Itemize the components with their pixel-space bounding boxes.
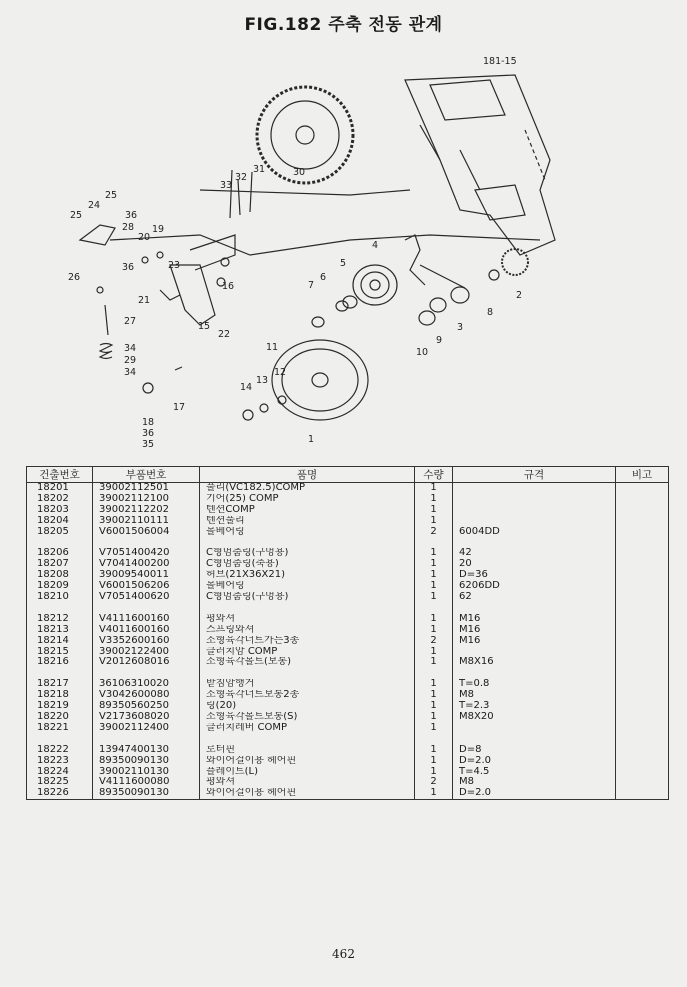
item-number-cell: 18203 xyxy=(27,505,93,516)
table-row xyxy=(27,690,669,701)
table-row xyxy=(27,505,669,516)
callout-label: 6 xyxy=(320,272,327,283)
table-row xyxy=(27,712,669,723)
table-row xyxy=(27,603,669,614)
callout-label: 32 xyxy=(235,172,248,183)
part-number-cell: 36106310020 xyxy=(93,679,200,690)
callout-label: 1 xyxy=(308,434,315,445)
part-name-cell: 볼베어링 xyxy=(200,581,415,592)
clutch-arm xyxy=(170,265,215,325)
parts-table xyxy=(26,466,669,800)
part-number-cell xyxy=(93,668,200,679)
item-number-cell: 18219 xyxy=(27,701,93,712)
table-row xyxy=(27,527,669,538)
specification-cell: 20 xyxy=(453,559,616,570)
remarks-cell xyxy=(616,712,669,723)
part-name-cell: 플레이트(L) xyxy=(200,767,415,778)
quantity-cell: 1 xyxy=(415,625,453,636)
callout-label: 36 xyxy=(125,210,138,221)
part-name-cell xyxy=(200,668,415,679)
table-row xyxy=(27,581,669,592)
callout-label: 13 xyxy=(256,375,269,386)
callout-label: 20 xyxy=(138,232,151,243)
part-number-cell: 89350560250 xyxy=(93,701,200,712)
table-row xyxy=(27,745,669,756)
table-row xyxy=(27,679,669,690)
part-number-cell: V4111600080 xyxy=(93,777,200,788)
callout-label: 36 xyxy=(122,262,135,273)
remarks-cell xyxy=(616,701,669,712)
callout-label: 34 xyxy=(124,343,137,354)
quantity-cell: 1 xyxy=(415,690,453,701)
column-header: 부품번호 xyxy=(93,467,200,483)
item-number-cell: 18218 xyxy=(27,690,93,701)
part-number-cell: 39009540011 xyxy=(93,570,200,581)
table-row xyxy=(27,494,669,505)
remarks-cell xyxy=(616,723,669,734)
callout-label: 31 xyxy=(253,164,266,175)
part-name-cell: 평와셔 xyxy=(200,777,415,788)
callout-label: 27 xyxy=(124,316,137,327)
part-name-cell: 와이어걸이용 헤어핀 xyxy=(200,788,415,799)
quantity-cell: 1 xyxy=(415,614,453,625)
callout-label: 7 xyxy=(308,280,315,291)
part-number-cell: 39002112400 xyxy=(93,723,200,734)
item-number-cell: 18213 xyxy=(27,625,93,636)
part-number-cell: V2173608020 xyxy=(93,712,200,723)
part-number-cell: 89350090130 xyxy=(93,788,200,799)
specification-cell xyxy=(453,603,616,614)
part-name-cell: 풀리(VC182.5)COMP xyxy=(200,483,415,494)
diagram-callouts xyxy=(68,56,522,450)
table-header-row xyxy=(27,467,669,483)
item-number-cell: 18226 xyxy=(27,788,93,799)
remarks-cell xyxy=(616,570,669,581)
housing-frame xyxy=(405,75,555,255)
remarks-cell xyxy=(616,494,669,505)
table-row xyxy=(27,657,669,668)
part-name-cell: 클러치레버 COMP xyxy=(200,723,415,734)
item-number-cell: 18225 xyxy=(27,777,93,788)
table-row xyxy=(27,647,669,658)
quantity-cell: 1 xyxy=(415,559,453,570)
quantity-cell xyxy=(415,668,453,679)
callout-label: 23 xyxy=(168,260,181,271)
callout-label: 35 xyxy=(142,439,155,450)
quantity-cell: 1 xyxy=(415,756,453,767)
remarks-cell xyxy=(616,647,669,658)
specification-cell: D=8 xyxy=(453,745,616,756)
column-header: 수량 xyxy=(415,467,453,483)
table-row xyxy=(27,538,669,549)
remarks-cell xyxy=(616,625,669,636)
item-number-cell xyxy=(27,538,93,549)
specification-cell xyxy=(453,647,616,658)
quantity-cell: 1 xyxy=(415,505,453,516)
exploded-parts-diagram xyxy=(20,40,580,460)
part-name-cell: C형멈춤링(축용) xyxy=(200,559,415,570)
callout-label: 33 xyxy=(220,180,233,191)
specification-cell: M8X20 xyxy=(453,712,616,723)
callout-label: 8 xyxy=(487,307,494,318)
table-row xyxy=(27,701,669,712)
specification-cell: 42 xyxy=(453,548,616,559)
table-row xyxy=(27,516,669,527)
item-number-cell: 18205 xyxy=(27,527,93,538)
part-name-cell: 허브(21X36X21) xyxy=(200,570,415,581)
part-number-cell: 39002122400 xyxy=(93,647,200,658)
part-number-cell: V7041400200 xyxy=(93,559,200,570)
remarks-cell xyxy=(616,516,669,527)
remarks-cell xyxy=(616,559,669,570)
remarks-cell xyxy=(616,636,669,647)
callout-label: 12 xyxy=(274,367,287,378)
part-number-cell: V3352600160 xyxy=(93,636,200,647)
item-number-cell: 18204 xyxy=(27,516,93,527)
specification-cell: 6206DD xyxy=(453,581,616,592)
callout-label: 16 xyxy=(222,281,235,292)
remarks-cell xyxy=(616,767,669,778)
remarks-cell xyxy=(616,527,669,538)
remarks-cell xyxy=(616,745,669,756)
column-header: 규격 xyxy=(453,467,616,483)
remarks-cell xyxy=(616,592,669,603)
part-number-cell xyxy=(93,603,200,614)
remarks-cell xyxy=(616,548,669,559)
part-name-cell: 받침암행거 xyxy=(200,679,415,690)
quantity-cell: 2 xyxy=(415,777,453,788)
part-name-cell: C형멈춤링(구멍용) xyxy=(200,548,415,559)
part-name-cell xyxy=(200,734,415,745)
part-name-cell: 스프링와셔 xyxy=(200,625,415,636)
item-number-cell: 18214 xyxy=(27,636,93,647)
specification-cell: D=2.0 xyxy=(453,788,616,799)
remarks-cell xyxy=(616,505,669,516)
callout-label: 2 xyxy=(516,290,523,301)
item-number-cell xyxy=(27,734,93,745)
remarks-cell xyxy=(616,679,669,690)
part-number-cell: V4111600160 xyxy=(93,614,200,625)
part-name-cell: 평와셔 xyxy=(200,614,415,625)
remarks-cell xyxy=(616,657,669,668)
part-name-cell: 기어(25) COMP xyxy=(200,494,415,505)
specification-cell: D=36 xyxy=(453,570,616,581)
table-row xyxy=(27,734,669,745)
page-title: FIG.182 주축 전동 관계 xyxy=(244,15,443,35)
item-number-cell: 18222 xyxy=(27,745,93,756)
part-name-cell: 소형육각너트보통2종 xyxy=(200,690,415,701)
callout-label: 24 xyxy=(88,200,101,211)
item-number-cell: 18221 xyxy=(27,723,93,734)
specification-cell xyxy=(453,516,616,527)
quantity-cell: 1 xyxy=(415,592,453,603)
quantity-cell: 1 xyxy=(415,701,453,712)
callout-label: 10 xyxy=(416,347,429,358)
callout-label: 30 xyxy=(293,167,306,178)
remarks-cell xyxy=(616,538,669,549)
callout-label: 36 xyxy=(142,428,155,439)
quantity-cell: 1 xyxy=(415,647,453,658)
specification-cell: T=0.8 xyxy=(453,679,616,690)
item-number-cell xyxy=(27,668,93,679)
callout-label: 29 xyxy=(124,355,137,366)
callout-label: 9 xyxy=(436,335,443,346)
part-number-cell: 39002110111 xyxy=(93,516,200,527)
remarks-cell xyxy=(616,788,669,799)
specification-cell xyxy=(453,483,616,494)
specification-cell xyxy=(453,505,616,516)
table-row xyxy=(27,570,669,581)
part-number-cell xyxy=(93,734,200,745)
part-name-cell: 볼베어링 xyxy=(200,527,415,538)
part-name-cell: 로터핀 xyxy=(200,745,415,756)
gear-2 xyxy=(502,249,528,275)
remarks-cell xyxy=(616,603,669,614)
remarks-cell xyxy=(616,614,669,625)
table-row xyxy=(27,483,669,494)
quantity-cell: 2 xyxy=(415,527,453,538)
part-number-cell: V3042600080 xyxy=(93,690,200,701)
part-name-cell: 소형육각볼트(보통) xyxy=(200,657,415,668)
tension-pulley-4 xyxy=(353,265,397,305)
callout-label: 3 xyxy=(457,322,464,333)
part-name-cell: 텐션COMP xyxy=(200,505,415,516)
part-name-cell: 클러치암 COMP xyxy=(200,647,415,658)
remarks-cell xyxy=(616,734,669,745)
column-header: 비고 xyxy=(616,467,669,483)
part-number-cell: V6001506206 xyxy=(93,581,200,592)
part-number-cell: V7051400420 xyxy=(93,548,200,559)
page-number: 462 xyxy=(332,947,355,961)
callout-label: 181-15 xyxy=(483,56,517,67)
callout-label: 5 xyxy=(340,258,347,269)
quantity-cell: 1 xyxy=(415,581,453,592)
specification-cell: M16 xyxy=(453,614,616,625)
remarks-cell xyxy=(616,581,669,592)
quantity-cell: 1 xyxy=(415,657,453,668)
table-row xyxy=(27,777,669,788)
pulley-1 xyxy=(272,340,368,420)
specification-cell: M8 xyxy=(453,690,616,701)
callout-label: 34 xyxy=(124,367,137,378)
item-number-cell: 18208 xyxy=(27,570,93,581)
specification-cell: M8 xyxy=(453,777,616,788)
quantity-cell: 1 xyxy=(415,516,453,527)
remarks-cell xyxy=(616,777,669,788)
part-number-cell: V2012608016 xyxy=(93,657,200,668)
table-row xyxy=(27,636,669,647)
item-number-cell: 18209 xyxy=(27,581,93,592)
callout-label: 28 xyxy=(122,222,135,233)
specification-cell: M16 xyxy=(453,636,616,647)
specification-cell xyxy=(453,734,616,745)
part-name-cell: 텐션풀리 xyxy=(200,516,415,527)
table-row xyxy=(27,668,669,679)
part-number-cell: 39002112501 xyxy=(93,483,200,494)
item-number-cell: 18210 xyxy=(27,592,93,603)
callout-label: 11 xyxy=(266,342,279,353)
specification-cell xyxy=(453,668,616,679)
specification-cell: T=4.5 xyxy=(453,767,616,778)
item-number-cell: 18223 xyxy=(27,756,93,767)
callout-label: 21 xyxy=(138,295,151,306)
table-row xyxy=(27,756,669,767)
part-name-cell: 소형육각너트가는3종 xyxy=(200,636,415,647)
callout-label: 18 xyxy=(142,417,155,428)
table-row xyxy=(27,625,669,636)
quantity-cell: 1 xyxy=(415,679,453,690)
specification-cell xyxy=(453,723,616,734)
callout-label: 14 xyxy=(240,382,253,393)
item-number-cell: 18202 xyxy=(27,494,93,505)
parts-table-body xyxy=(27,483,669,800)
column-header: 건출번호 xyxy=(27,467,93,483)
item-number-cell: 18224 xyxy=(27,767,93,778)
callout-label: 22 xyxy=(218,329,231,340)
quantity-cell xyxy=(415,538,453,549)
quantity-cell xyxy=(415,603,453,614)
item-number-cell: 18220 xyxy=(27,712,93,723)
item-number-cell: 18216 xyxy=(27,657,93,668)
specification-cell xyxy=(453,538,616,549)
callout-label: 25 xyxy=(70,210,83,221)
specification-cell xyxy=(453,494,616,505)
callout-label: 25 xyxy=(105,190,118,201)
quantity-cell: 1 xyxy=(415,570,453,581)
part-number-cell: 39002110130 xyxy=(93,767,200,778)
part-name-cell xyxy=(200,603,415,614)
callout-label: 15 xyxy=(198,321,211,332)
hub-3 xyxy=(451,287,469,303)
item-number-cell: 18217 xyxy=(27,679,93,690)
callout-label: 19 xyxy=(152,224,165,235)
callout-label: 17 xyxy=(173,402,186,413)
specification-cell: T=2.3 xyxy=(453,701,616,712)
part-name-cell: 와이어걸이용 헤어핀 xyxy=(200,756,415,767)
specification-cell: 62 xyxy=(453,592,616,603)
item-number-cell: 18212 xyxy=(27,614,93,625)
item-number-cell xyxy=(27,603,93,614)
remarks-cell xyxy=(616,690,669,701)
table-row xyxy=(27,723,669,734)
callout-label: 26 xyxy=(68,272,81,283)
quantity-cell xyxy=(415,734,453,745)
part-name-cell: 소형육각볼트보통(S) xyxy=(200,712,415,723)
specification-cell: 6004DD xyxy=(453,527,616,538)
table-row xyxy=(27,614,669,625)
part-number-cell: 89350090130 xyxy=(93,756,200,767)
part-number-cell: 39002112202 xyxy=(93,505,200,516)
part-number-cell xyxy=(93,538,200,549)
item-number-cell: 18206 xyxy=(27,548,93,559)
quantity-cell: 1 xyxy=(415,788,453,799)
specification-cell: M16 xyxy=(453,625,616,636)
quantity-cell: 1 xyxy=(415,723,453,734)
remarks-cell xyxy=(616,668,669,679)
part-name-cell: C형멈춤링(구멍용) xyxy=(200,592,415,603)
quantity-cell: 2 xyxy=(415,636,453,647)
quantity-cell: 1 xyxy=(415,483,453,494)
part-name-cell: 링(20) xyxy=(200,701,415,712)
part-number-cell: V7051400620 xyxy=(93,592,200,603)
part-name-cell xyxy=(200,538,415,549)
part-number-cell: V6001506004 xyxy=(93,527,200,538)
item-number-cell: 18207 xyxy=(27,559,93,570)
part-number-cell: 13947400130 xyxy=(93,745,200,756)
quantity-cell: 1 xyxy=(415,745,453,756)
table-row xyxy=(27,767,669,778)
column-header: 품명 xyxy=(200,467,415,483)
table-row xyxy=(27,592,669,603)
table-row xyxy=(27,559,669,570)
quantity-cell: 1 xyxy=(415,548,453,559)
table-row xyxy=(27,548,669,559)
item-number-cell: 18215 xyxy=(27,647,93,658)
table-row xyxy=(27,788,669,799)
specification-cell: M8X16 xyxy=(453,657,616,668)
part-number-cell: 39002112100 xyxy=(93,494,200,505)
quantity-cell: 1 xyxy=(415,767,453,778)
specification-cell: D=2.0 xyxy=(453,756,616,767)
remarks-cell xyxy=(616,483,669,494)
part-number-cell: V4011600160 xyxy=(93,625,200,636)
callout-label: 4 xyxy=(372,240,379,251)
quantity-cell: 1 xyxy=(415,494,453,505)
item-number-cell: 18201 xyxy=(27,483,93,494)
quantity-cell: 1 xyxy=(415,712,453,723)
remarks-cell xyxy=(616,756,669,767)
